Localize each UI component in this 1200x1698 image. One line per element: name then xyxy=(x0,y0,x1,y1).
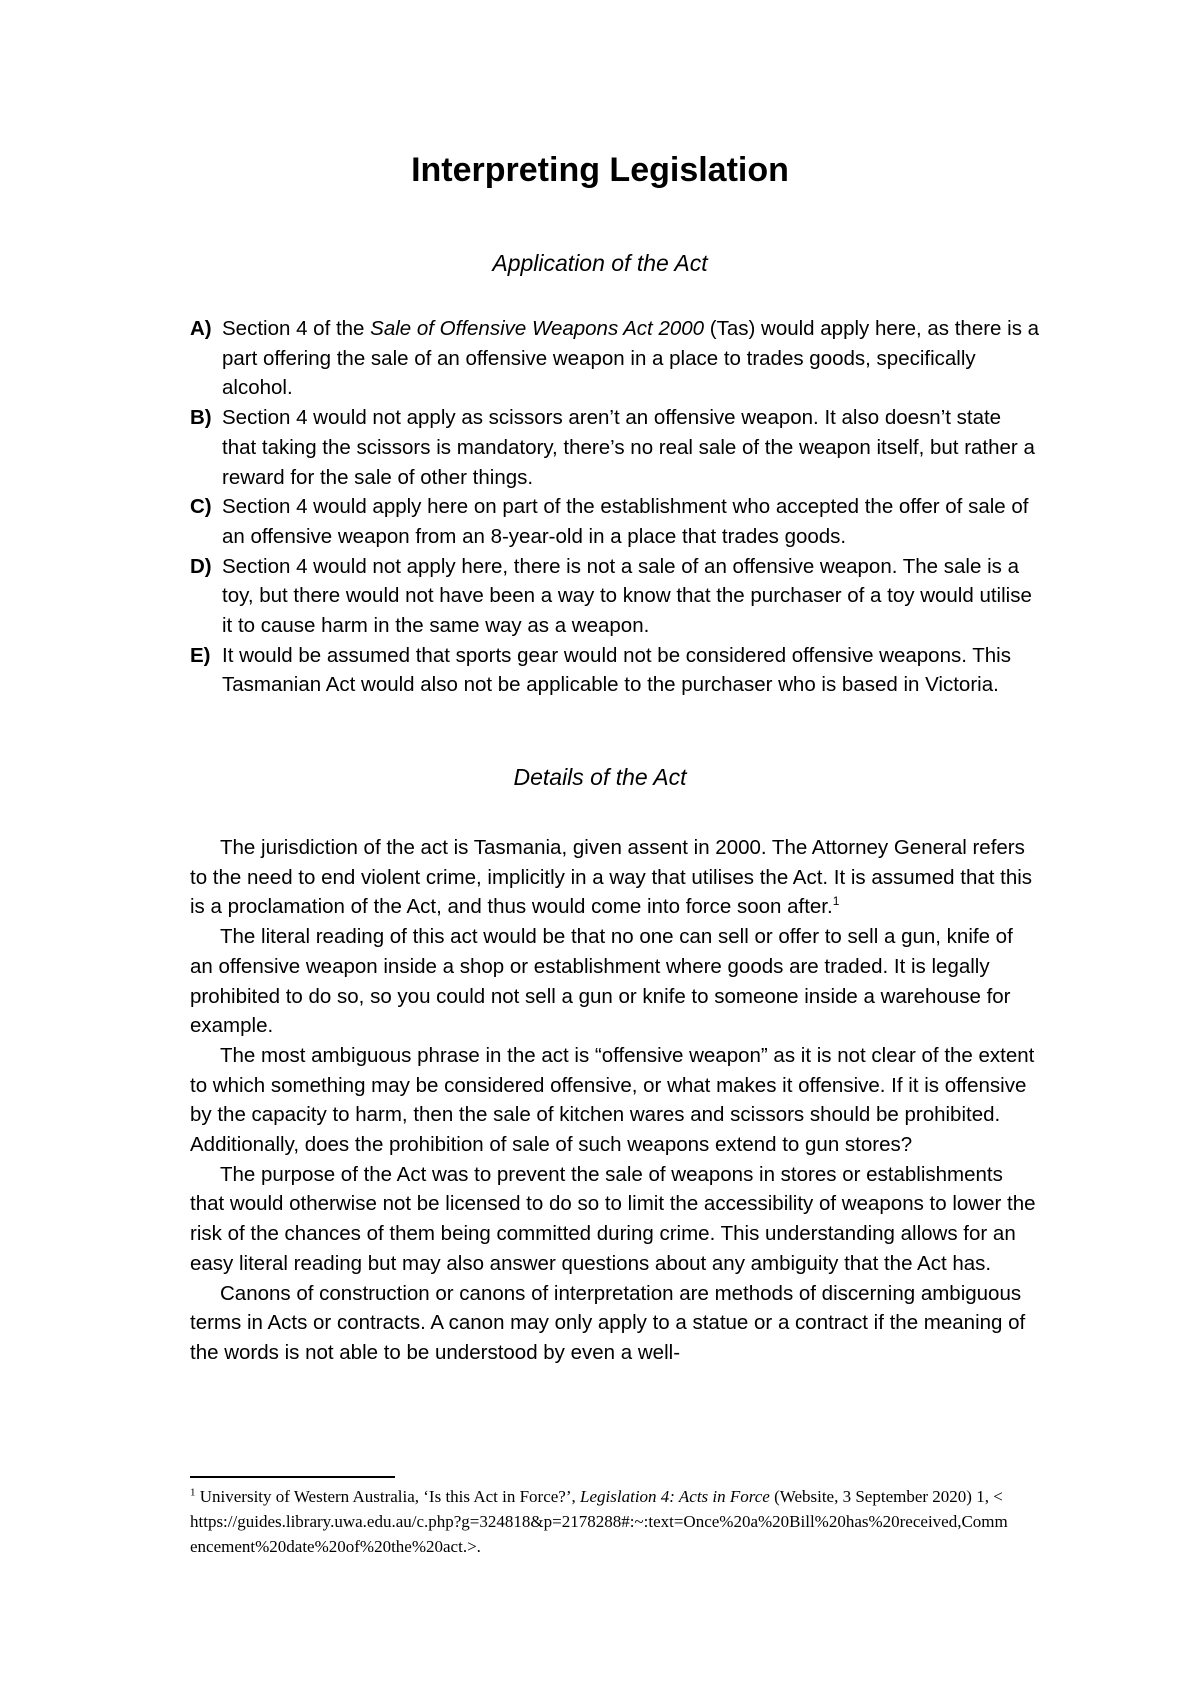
details-body xyxy=(190,833,1040,1368)
paragraph-jurisdiction: The jurisdiction of the act is Tasmania, given assent in 2000. The Attorney General refers to the need to end violent crime, implicitly in a way that utilises the Act. It is assumed that this is a proclamation of the Act, and thus would come into force soon after.$^1$ xyxy=(190,836,1033,919)
section-heading-details: Details of the Act xyxy=(513,764,687,790)
answer-letter: D) xyxy=(190,554,212,578)
answer-text: Section 4 of the Sale of Offensive Weapons Act 2000 (Tas) would apply here, as there is a part offering the sale of an offensive weapon in a place to trades goods, specifically alcohol. xyxy=(222,317,1040,400)
footnote-divider xyxy=(190,1476,395,1478)
section-heading-application: Application of the Act xyxy=(492,250,708,276)
footnote-reference[interactable]: 1 xyxy=(832,894,840,909)
answer-item-e xyxy=(190,641,1040,700)
paragraph-canons: Canons of construction or canons of interpretation are methods of discerning ambiguous terms in Acts or contracts. A canon may only apply to a statue or a contract if the meaning of the words is not able to be understood by even a well- xyxy=(190,1281,1026,1364)
answer-item-b xyxy=(190,403,1040,492)
answer-text: Section 4 would not apply here, there is not a sale of an offensive weapon. The sale is a toy, but there would not have been a way to know that the purchaser of a toy would utilise it to cause harm in the same way as a weapon. xyxy=(222,554,1032,638)
answer-list xyxy=(190,314,1040,700)
footnote-source-title: Legislation 4: Acts in Force xyxy=(580,1487,770,1506)
paragraph-purpose: The purpose of the Act was to prevent the sale of weapons in stores or establishments that would otherwise not be licensed to do so to limit the accessibility of weapons to lower the risk of the chances of them being committed during crime. This understanding allows for an easy literal reading but may also answer questions about any ambiguity that the Act has. xyxy=(190,1162,1036,1275)
footnote-marker: 1 xyxy=(190,1486,196,1499)
answer-item-a xyxy=(190,314,1040,403)
paragraph-ambiguous-phrase: The most ambiguous phrase in the act is “offensive weapon” as it is not clear of the extent to which something may be considered offensive, or what makes it offensive. If it is offensive by the capacity to harm, then the sale of kitchen wares and scissors should be prohibited. Additionally, does the prohibition of sale of such weapons extend to gun stores? xyxy=(190,1043,1035,1157)
paragraph-literal-reading: The literal reading of this act would be that no one can sell or offer to sell a gun, knife of an offensive weapon inside a shop or establishment where goods are traded. It is legally prohibited to do so, so you could not sell a gun or knife to someone inside a warehouse for example. xyxy=(190,925,1013,1038)
footnote-citation[interactable]: (Website, 3 September 2020) 1, <https://guides.library.uwa.edu.au/c.php?g=324818&p=2178288#:~:text=Once%20a%20Bill%20has%20received,Commencement%20date%20of%20the%20act.>. xyxy=(190,1487,1008,1556)
answer-text: Section 4 would apply here on part of the establishment who accepted the offer of sale of an offensive weapon from an 8-year-old in a place that trades goods. xyxy=(222,495,1029,548)
answer-letter: B) xyxy=(190,406,212,430)
answer-text: It would be assumed that sports gear would not be considered offensive weapons. This Tasmanian Act would also not be applicable to the purchaser who is based in Victoria. xyxy=(222,643,1011,697)
answer-item-c xyxy=(190,492,1040,551)
answer-letter: C) xyxy=(190,495,212,519)
answer-item-d xyxy=(190,552,1040,641)
document-title: Interpreting Legislation xyxy=(411,151,789,189)
answer-letter: A) xyxy=(190,317,212,340)
footnote: $^1$ University of Western Australia, ‘Is this Act in Force?’, Legislation 4: Acts in Force (Website, 3 September 2020) 1, <https://guides.library.uwa.edu.au/c.php?g=324818&p=2178288#:~:text=Once%20a%20Bill%20has%20received,Commencement%20date%20of%20the%20act.>. xyxy=(190,1486,1008,1556)
answer-letter: E) xyxy=(190,643,211,667)
answer-text: Section 4 would not apply as scissors aren’t an offensive weapon. It also doesn’t state that taking the scissors is mandatory, there’s no real sale of the weapon itself, but rather a reward for the sale of other things. xyxy=(222,406,1035,489)
act-title: Sale of Offensive Weapons Act 2000 xyxy=(370,317,705,340)
